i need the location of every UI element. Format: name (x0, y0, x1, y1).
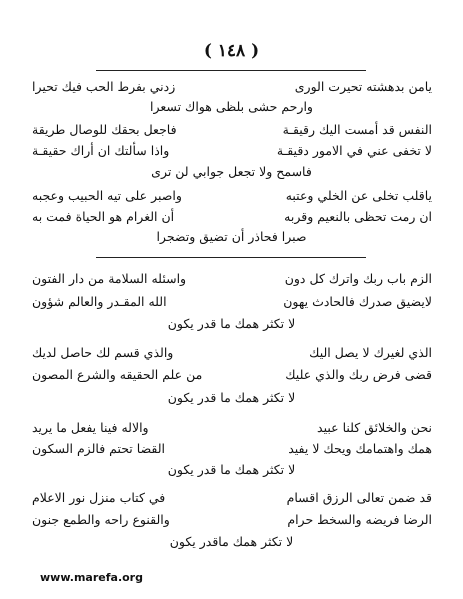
verse-refrain: لا تكثر همك ما قدر يكون (167, 462, 296, 477)
verse-refrain: لا تكثر همك ماقدر يكون (169, 534, 294, 549)
verse-hemistich-left: واذا سألتك ان أراك حقيقـة (32, 143, 170, 158)
verse-hemistich-right: نحن والخلائق كلنا عبيد (317, 420, 432, 435)
verse-refrain: وارحم حشى بلظى هواك تسعرا (150, 99, 313, 114)
verse-line (32, 367, 432, 382)
verse-hemistich-left: والاله فينا يفعل ما يريد (32, 420, 149, 435)
page-number: ( ١٤٨ ) (203, 41, 260, 61)
footer-url[interactable]: www.marefa.org (40, 571, 143, 584)
verse-hemistich-left: في كتاب منزل نور الاعلام (32, 490, 166, 505)
verse-hemistich-left: فاجعل بحقك للوصال طريقة (32, 122, 177, 137)
verse-line (32, 122, 432, 137)
verse-hemistich-right: لايضيق صدرك فالحادث يهون (283, 294, 432, 309)
section-rule (96, 257, 366, 258)
verse-hemistich-right: ياقلب تخلى عن الخلي وعتبه (285, 188, 432, 203)
verse-hemistich-right: لا تخفى عني في الامور دقيقـة (276, 143, 432, 158)
verse-line (32, 271, 432, 286)
verse-line (32, 512, 432, 527)
verse-line (32, 294, 432, 309)
verse-hemistich-right: الزم باب ربك واترك كل دون (284, 271, 432, 286)
verse-hemistich-left: من علم الحقيقه والشرع المصون (32, 367, 203, 382)
verse-hemistich-right: قضى فرض ربك والذي عليك (285, 367, 432, 382)
verse-hemistich-left: واصبر على تيه الحبيب وعجبه (32, 188, 182, 203)
verse-line (32, 188, 432, 203)
verse-hemistich-right: ان رمت تحظى بالنعيم وقربه (284, 209, 432, 224)
verse-refrain: لا تكثر همك ما قدر يكون (167, 390, 296, 405)
verse-hemistich-right: الذي لغيرك لا يصل اليك (309, 345, 432, 360)
verse-line (32, 345, 432, 360)
verse-hemistich-left: زدني بفرط الحب فيك تحيرا (32, 79, 176, 94)
verse-line (32, 209, 432, 224)
verse-hemistich-right: الرضا فريضه والسخط حرام (287, 512, 432, 527)
verse-hemistich-left: القضا تحتم فالزم السكون (32, 441, 166, 456)
verse-hemistich-right: قد ضمن تعالى الرزق اقسام (286, 490, 432, 505)
verse-line (32, 490, 432, 505)
verse-hemistich-right: همك واهتمامك ويحك لا يفيد (288, 441, 432, 456)
verse-line (32, 143, 432, 158)
verse-hemistich-left: أن الغرام هو الحياة فمت به (32, 209, 175, 224)
verse-refrain: لا تكثر همك ما قدر يكون (167, 316, 296, 331)
verse-hemistich-left: والذي قسم لك حاصل لديك (32, 345, 174, 360)
verse-hemistich-right: يامن بدهشته تحيرت الورى (294, 79, 432, 94)
verse-line (32, 441, 432, 456)
verse-hemistich-left: الله المقـدر والعالم شؤون (32, 294, 167, 309)
verse-line (32, 420, 432, 435)
top-rule (96, 70, 366, 71)
verse-refrain: فاسمح ولا تجعل جوابي لن ترى (151, 164, 312, 179)
verse-line (32, 79, 432, 94)
verse-hemistich-left: واسئله السلامة من دار الفتون (32, 271, 187, 286)
verse-refrain: صبرا فحاذر أن تضيق وتضجرا (156, 229, 307, 244)
verse-hemistich-right: النفس قد أمست اليك رقيقـة (282, 122, 432, 137)
verse-hemistich-left: والقنوع راحه والطمع جنون (32, 512, 170, 527)
